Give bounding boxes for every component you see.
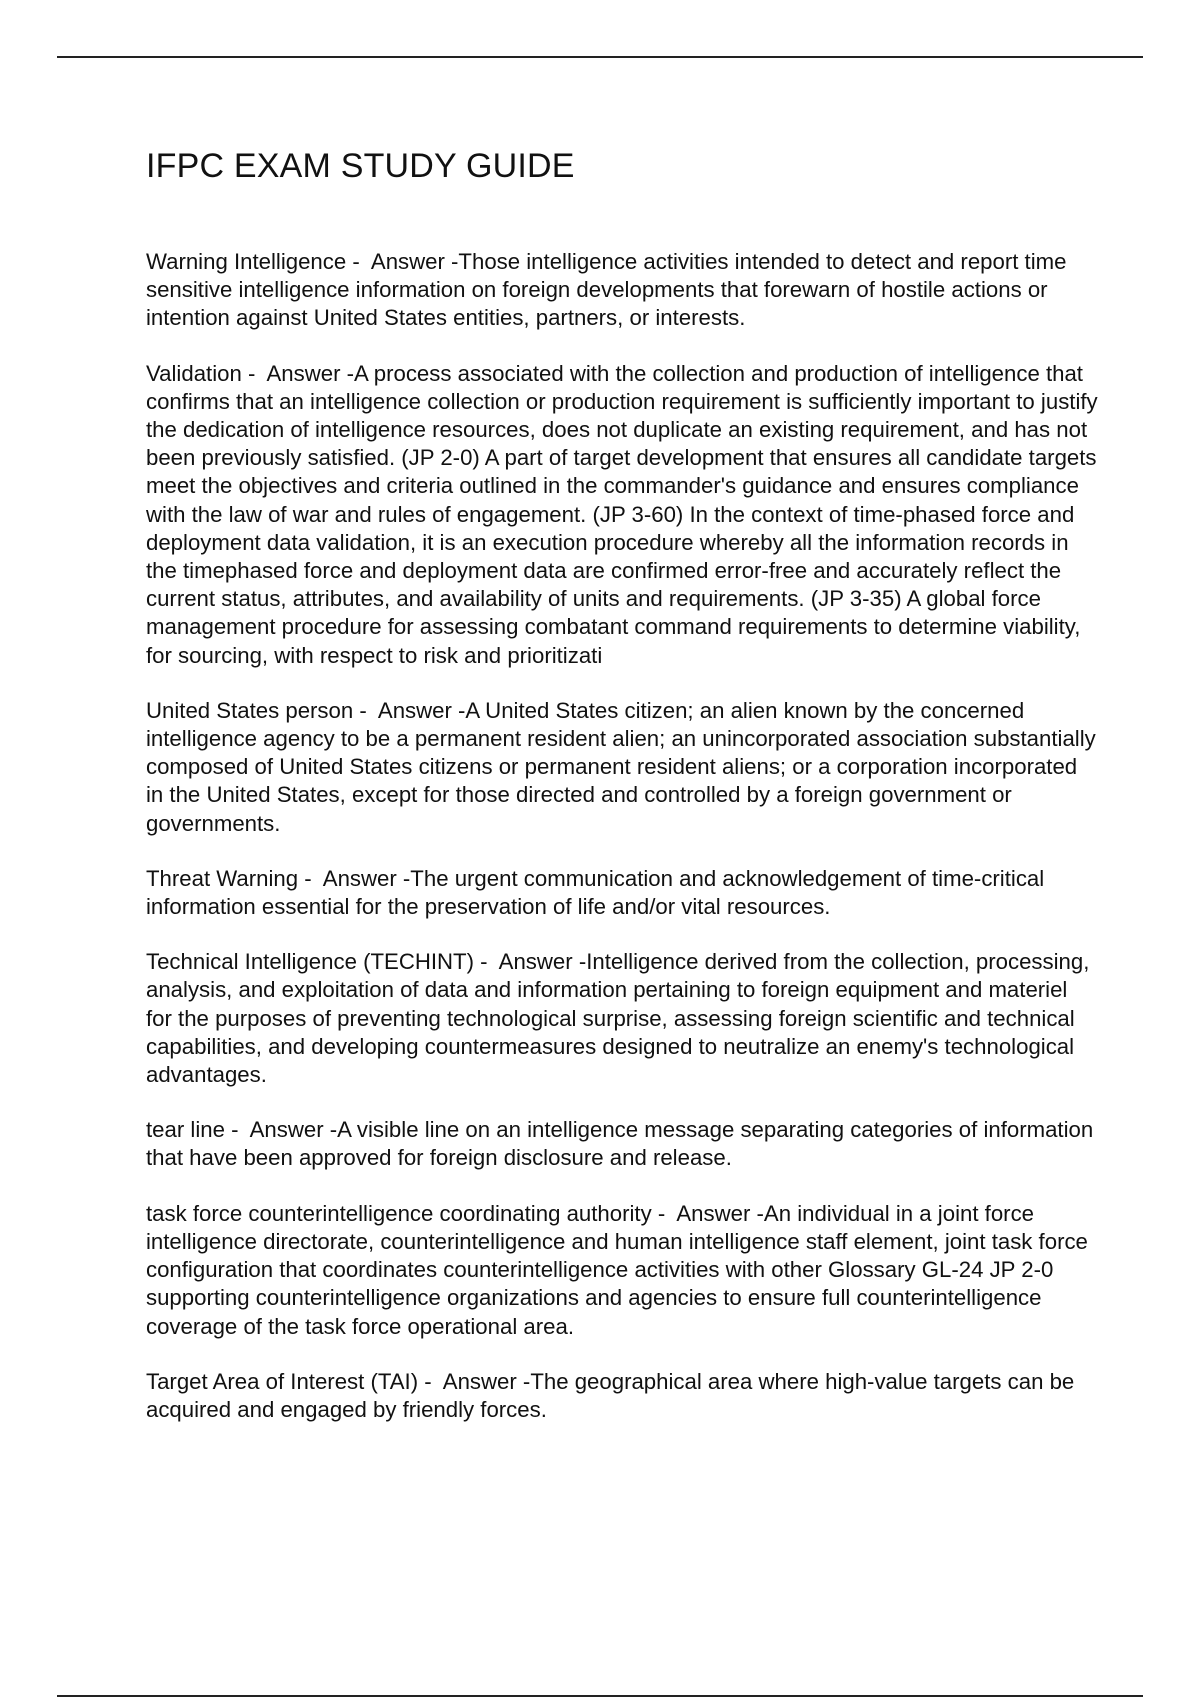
entry-threat-warning <box>146 865 1098 921</box>
entry-united-states-person <box>146 697 1098 838</box>
entry-answer: Answer -A process associated with the collection and production of intelligence that confirms that an intelligence collection or production requirement is sufficiently important to justify the dedication of intelligence resources, does not duplicate an existing requirement, and has not been previously satisfied. (JP 2-0) A part of target development that ensures all candidate targets meet the objectives and criteria outlined in the commander's guidance and ensures compliance with the law of war and rules of engagement. (JP 3-60) In the context of time-phased force and deployment data validation, it is an execution procedure whereby all the information records in the timephased force and deployment data are confirmed error-free and accurately reflect the current status, attributes, and availability of units and requirements. (JP 3-35) A global force management procedure for assessing combatant command requirements to determine viability, for sourcing, with respect to risk and prioritizati <box>146 360 1098 668</box>
entry-answer: Answer -Those intelligence activities intended to detect and report time sensitive intelligence information on foreign developments that forewarn of hostile actions or intention against United States entities, partners, or interests. <box>146 249 1067 331</box>
entry-term: United States person <box>146 697 354 723</box>
entry-tear-line <box>146 1116 1098 1172</box>
entry-answer: Answer -A United States citizen; an alien known by the concerned intelligence agency to be a permanent resident alien; an unincorporated association substantially composed of United States citizens or permanent resident aliens; or a corporation incorporated in the United States, except for those directed and controlled by a foreign government or governments. <box>146 697 1096 836</box>
entry-validation <box>146 360 1098 670</box>
entry-term: Validation <box>146 360 242 386</box>
entry-term: Threat Warning <box>146 865 299 891</box>
entry-separator: - <box>418 1368 443 1394</box>
entry-technical-intelligence <box>146 948 1098 1089</box>
entry-term: Warning Intelligence <box>146 249 347 274</box>
page-title: IFPC EXAM STUDY GUIDE <box>146 147 575 185</box>
entry-warning-intelligence <box>146 248 1098 333</box>
entry-separator: - <box>651 1200 677 1226</box>
entry-term: task force counterintelligence coordinating authority <box>146 1200 652 1226</box>
entry-separator: - <box>353 697 378 723</box>
entry-term: tear line <box>146 1117 225 1143</box>
bottom-rule <box>57 1695 1143 1697</box>
entry-separator: - <box>298 865 323 891</box>
entry-separator: - <box>224 1117 250 1143</box>
entry-term: Target Area of Interest (TAI) <box>146 1368 419 1394</box>
entry-separator: - <box>241 360 267 386</box>
entry-term: Technical Intelligence (TECHINT) <box>146 949 474 975</box>
entry-answer: Answer -An individual in a joint force intelligence directorate, counterintelligence and human intelligence staff element, joint task force configuration that coordinates counterintelligence activities with other Glossary GL-24 JP 2-0 supporting counterintelligence organizations and agencies to ensure full counterintelligence coverage of the task force operational area. <box>146 1200 1088 1339</box>
entry-target-area-of-interest <box>146 1368 1098 1424</box>
entry-task-force-ci-authority <box>146 1200 1098 1341</box>
top-rule <box>57 56 1143 58</box>
entry-separator: - <box>346 249 371 274</box>
entry-separator: - <box>474 949 499 975</box>
page-content <box>146 142 1098 1451</box>
entry-answer: Answer -Intelligence derived from the collection, processing, analysis, and exploitation of data and information pertaining to foreign equipment and materiel for the purposes of preventing technological surprise, assessing foreign scientific and technical capabilities, and developing countermeasures designed to neutralize an enemy's technological advantages. <box>146 949 1090 1088</box>
entry-answer: Answer -The urgent communication and acknowledgement of time-critical information essential for the preservation of life and/or vital resources. <box>146 865 1045 920</box>
entry-answer: Answer -The geographical area where high-value targets can be acquired and engaged by friendly forces. <box>146 1368 1075 1422</box>
entry-answer: Answer -A visible line on an intelligence message separating categories of information that have been approved for foreign disclosure and release. <box>146 1117 1094 1171</box>
